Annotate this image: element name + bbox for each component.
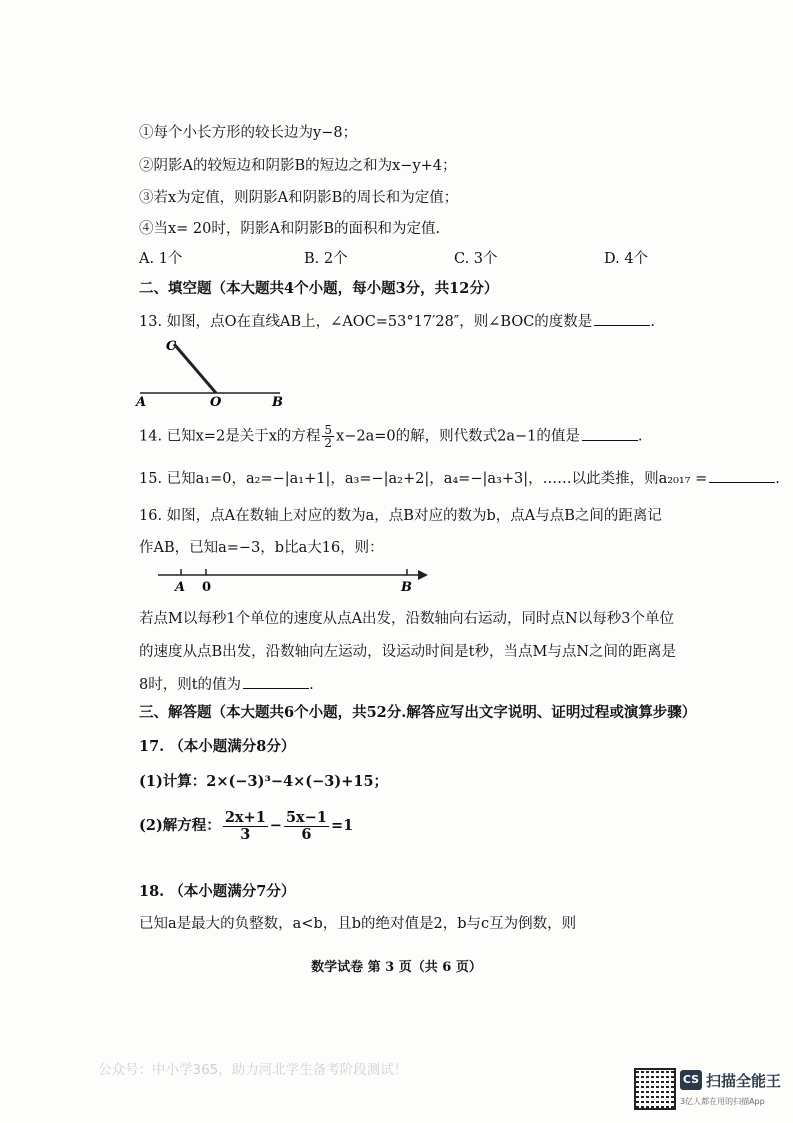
minus-sign: − xyxy=(269,817,282,834)
label-c: C xyxy=(166,339,177,354)
statement-2: ②阴影A的较短边和阴影B的短边之和为x−y+4； xyxy=(139,158,457,174)
answer-blank-14 xyxy=(582,426,638,441)
question-13-text: 13. 如图，点O在直线AB上，∠AOC=53°17′28″，则∠BOC的度数是 xyxy=(139,314,593,330)
option-d: D. 4个 xyxy=(604,251,649,267)
section-3-heading: 三、解答题（本大题共6个小题，共52分.解答应写出文字说明、证明过程或演算步骤） xyxy=(139,704,697,721)
axis-label-zero: 0 xyxy=(202,580,212,595)
question-16-line-5: 8时，则t的值为 . xyxy=(139,674,314,695)
fraction-2 xyxy=(284,810,329,843)
answer-blank-13 xyxy=(594,311,650,326)
axis-label-a: A xyxy=(175,580,186,595)
question-18-title: 18. （本小题满分7分） xyxy=(139,883,296,900)
ray-oc xyxy=(174,344,216,393)
question-17-title: 17. （本小题满分8分） xyxy=(139,738,296,755)
question-16-line-4: 的速度从点B出发，沿数轴向左运动，设运动时间是t秒，当点M与点N之间的距离是 xyxy=(139,644,677,660)
section-2-heading: 二、填空题（本大题共4个小题，每小题3分，共12分） xyxy=(139,280,499,297)
statement-3: ③若x为定值，则阴影A和阴影B的周长和为定值； xyxy=(139,190,459,206)
equation-rhs: =1 xyxy=(330,817,354,834)
question-17-part-2 xyxy=(139,808,353,844)
angle-figure xyxy=(134,332,294,408)
number-line-figure xyxy=(156,565,432,595)
question-18-text: 已知a是最大的负整数，a<b，且b的绝对值是2，b与c互为倒数，则 xyxy=(139,916,577,932)
qr-code-icon xyxy=(634,1068,676,1110)
fraction-numerator: 5 xyxy=(324,423,333,437)
question-16-line-5-text: 8时，则t的值为 xyxy=(139,677,242,693)
label-o: O xyxy=(210,395,222,408)
question-14-pre: 14. 已知x=2是关于x的方程 xyxy=(139,428,321,445)
question-14: 14. 已知x=2是关于x的方程 $\frac{5}{2}$ x−2a=0的解，则代数式2a−1的值是 . xyxy=(139,423,643,450)
label-a: A xyxy=(136,395,147,408)
scanner-app-name: 扫描全能王 xyxy=(706,1072,782,1090)
axis-arrow-icon xyxy=(418,570,428,580)
question-17-part-1: (1)计算：2×(−3)³−4×(−3)+15； xyxy=(139,773,389,790)
fraction-five-halves xyxy=(322,424,334,449)
camscanner-logo-icon: CS xyxy=(680,1070,702,1090)
statement-4: ④当x= 20时，阴影A和阴影B的面积和为定值. xyxy=(139,221,441,237)
question-15-text: 15. 已知a₁=0，a₂=−|a₁+1|，a₃=−|a₂+2|，a₄=−|a₃+3|，……以此类推，则a₂₀₁₇ = xyxy=(139,471,708,487)
scanner-app-tagline: 3亿人都在用的扫描App xyxy=(680,1097,765,1106)
question-16-line-2: 作AB，已知a=−3，b比a大16，则： xyxy=(139,540,384,556)
option-c: C. 3个 xyxy=(454,251,498,267)
fraction-denominator: 2 xyxy=(324,436,333,450)
fraction-1 xyxy=(223,810,268,843)
question-16-line-1: 16. 如图，点A在数轴上对应的数为a，点B对应的数为b，点A与点B之间的距离记 xyxy=(139,508,662,524)
option-b: B. 2个 xyxy=(304,251,348,267)
fraction-2-denominator: 6 xyxy=(301,825,312,843)
statement-1: ①每个小长方形的较长边为y−8； xyxy=(139,125,358,141)
fraction-1-denominator: 3 xyxy=(240,825,251,843)
option-a: A. 1个 xyxy=(139,251,183,267)
axis-label-b: B xyxy=(401,580,412,595)
question-13: 13. 如图，点O在直线AB上，∠AOC=53°17′28″，则∠BOC的度数是 . xyxy=(139,311,655,332)
question-14-post: x−2a=0的解，则代数式2a−1的值是 xyxy=(336,428,580,445)
page-footer: 数学试卷 第 3 页（共 6 页） xyxy=(311,960,482,975)
answer-blank-15 xyxy=(709,468,775,483)
question-15: 15. 已知a₁=0，a₂=−|a₁+1|，a₃=−|a₂+2|，a₄=−|a₃+3|，……以此类推，则a₂₀₁₇ = . xyxy=(139,468,780,489)
fraction-1-numerator: 2x+1 xyxy=(224,808,266,826)
watermark-text: 公众号：中小学365，助力河北学生备考阶段测试！ xyxy=(98,1062,408,1078)
question-16-line-3: 若点M以每秒1个单位的速度从点A出发，沿数轴向右运动，同时点N以每秒3个单位 xyxy=(139,611,674,627)
question-17-part-2-label: (2)解方程： xyxy=(139,817,221,834)
answer-blank-16 xyxy=(243,674,309,689)
label-b: B xyxy=(272,395,283,408)
fraction-2-numerator: 5x−1 xyxy=(285,808,327,826)
